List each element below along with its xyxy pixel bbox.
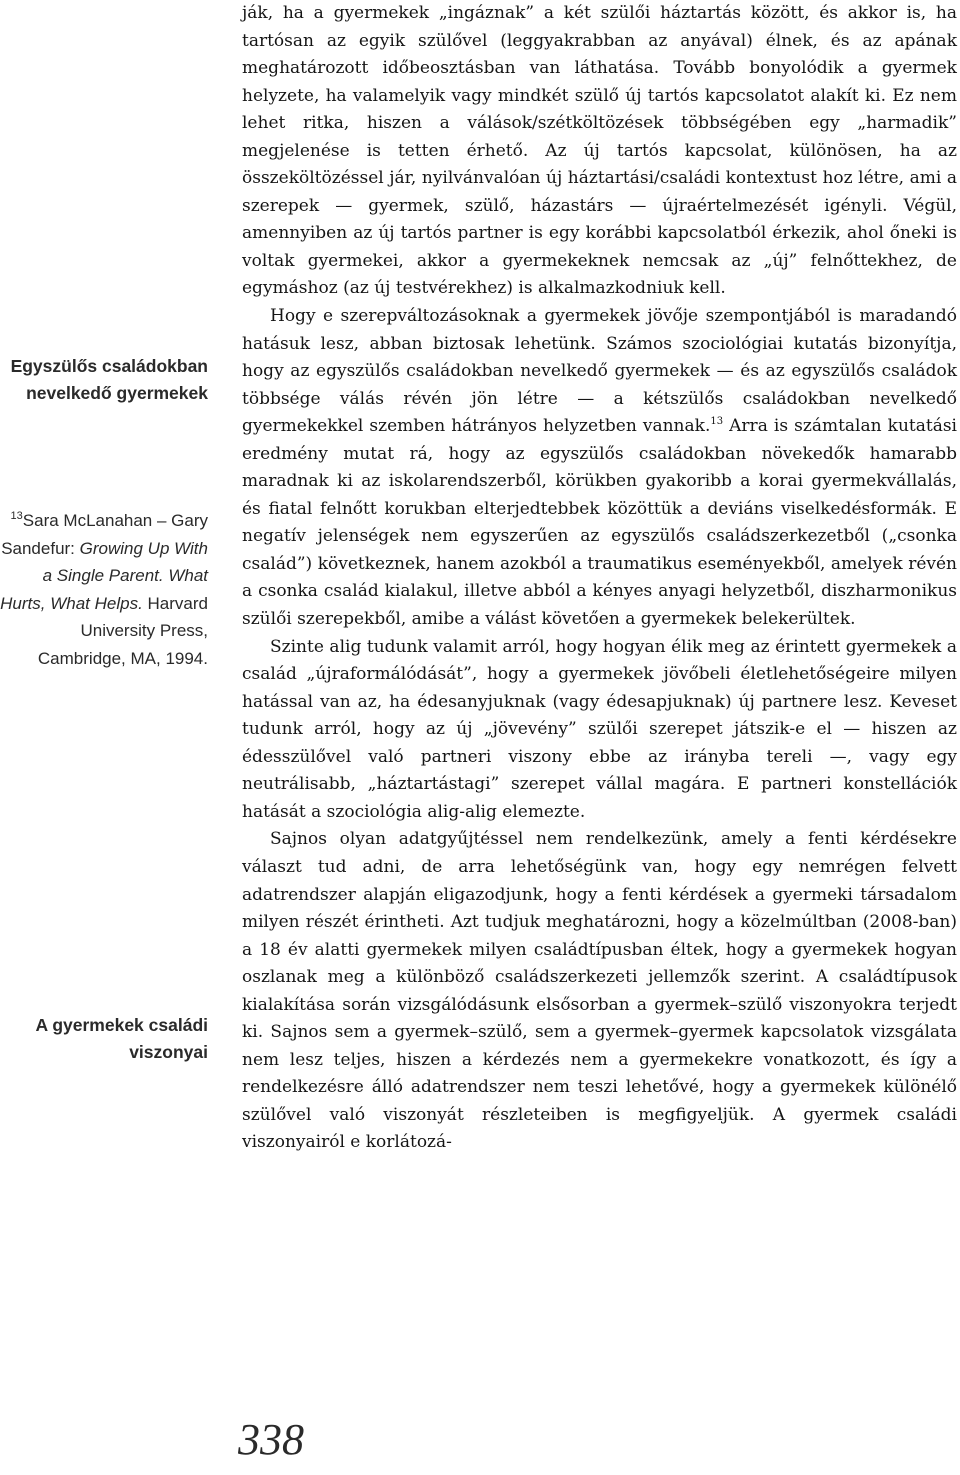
section-title: A gyermekek családi viszonyai: [35, 1015, 208, 1062]
footnote-reference: 13: [710, 416, 724, 428]
paragraph-1: ják, ha a gyermekek „ingáznak” a két szülői háztartás között, és akkor is, ha tartósan az egyik szülővel (leggyakrabban az anyával) élnek, és az apának meghatározott időbeosztásban van láthatása. Tovább bonyolódik a gyermek helyzete, ha valamelyik vagy mindkét szülő új tartós kapcsolatot alakít ki. Ez nem lehet ritka, hiszen a válások/szétköltözések többségében egy „harmadik” megjelenése is tetten érhető. Az új tartós kapcsolat, különösen, ha az összeköltözéssel jár, nyilvánvalóan új háztartási/családi kontextust hoz létre, ami a szerepek — gyermek, szülő, házastárs — újraértelmezését igényli. Végül, amennyiben az új tartós partner is egy korábbi kapcsolatból érkezik, ahol őneki is voltak gyermekei, akkor a gyermekeknek nemcsak az „új” felnőttekhez, de egymáshoz (az új testvérekhez) is alkalmazkodniuk kell.: [242, 3, 957, 299]
paragraph-2-part-2: Arra is számtalan kutatási eredmény mutat rá, hogy az egyszülős családokban növekedők hamarabb maradnak ki az iskolarendszerből, körükben gyakoribb a korai gyermekvállalás, és fiatal felnőtt korukban elterjedtebbek közöttük a deviáns viselkedésformák. E negatív jelenségek nem egyszerűen az egyszülős családszerkezetből („csonka család”) következnek, hanem azokból a traumatikus eseményekből, amelyek révén a csonka család kialakul, illetve abból a kényes anyagi helyzetből, diszharmonikus szülői szerepekből, amibe a válást követően a gyermekek belekerültek.: [242, 416, 957, 630]
paragraph-2: [242, 303, 957, 634]
body-text: [242, 0, 957, 1157]
footnote: [0, 507, 208, 672]
sidebar-heading: Egyszülős családokban nevelkedő gyermekek: [10, 356, 208, 403]
footnote-book-title: Growing Up With a Single Parent. What Hurts, What Helps.: [0, 538, 208, 613]
footnote-publisher: Harvard University Press, Cambridge, MA, 1994.: [37, 593, 208, 668]
footnote-number: 13: [10, 510, 23, 522]
paragraph-4: Sajnos olyan adatgyűjtéssel nem rendelkezünk, amely a fenti kérdésekre választ tud adni, de arra lehetőségünk van, hogy egy nemrégen felvett adatrendszer alapján eligazodjunk, hogy a fenti kérdések a gyermeki társadalom milyen részét érintheti. Azt tudjuk meghatározni, hogy a közelmúltban (2008-ban) a 18 év alatti gyermekek milyen családtípusban éltek, hogy a gyermekek hogyan oszlanak meg a különböző családszerkezeti jellemzők szerint. A családtípusok kialakítása során vizsgálódásunk elsősorban a gyermek–szülő viszonyokra terjedt ki. Sajnos sem a gyermek–szülő, sem a gyermek–gyermek kapcsolatok vizsgálata nem lesz teljes, hiszen a kérdezés nem a gyermekekre vonatkozott, és így a rendelkezésre álló adatrendszer nem teszi lehetővé, hogy a gyermekek különélő szülővel való viszonyát részleteiben is megfigyeljük. A gyermek családi viszonyairól e korlátozá-: [242, 829, 957, 1153]
page-number: 338: [238, 1415, 304, 1464]
footnote-authors: Sara McLanahan – Gary Sandefur:: [1, 511, 208, 558]
paragraph-2-part-1: Hogy e szerepváltozásoknak a gyermekek jövője szempontjából is maradandó hatásuk lesz, abban biztosak lehetünk. Számos szociológiai kutatás bizonyítja, hogy az egyszülős családokban nevelkedő gyermekek — és az egyszülős családok többsége válás révén jön létre — a kétszülős családokban nevelkedő gyermekekkel szemben hátrányos helyzetben vannak.: [242, 306, 957, 437]
paragraph-3: Szinte alig tudunk valamit arról, hogy hogyan élik meg az érintett gyermekek a család „újraformálódását”, hogy a gyermekek jövőbeli életlehetőségeire milyen hatással van az, ha édesanyjuknak (vagy édesapjuknak) új partnere lesz. Keveset tudunk arról, hogy az új „jövevény” szülői szerepet játszik-e el — hiszen az édesszülővel való partneri viszony ebbe az irányba tereli —, vagy egy neutrálisabb, „háztartástagi” szerepet vállal magára. E partneri konstellációk hatását a szociológia alig-alig elemezte.: [242, 636, 957, 822]
